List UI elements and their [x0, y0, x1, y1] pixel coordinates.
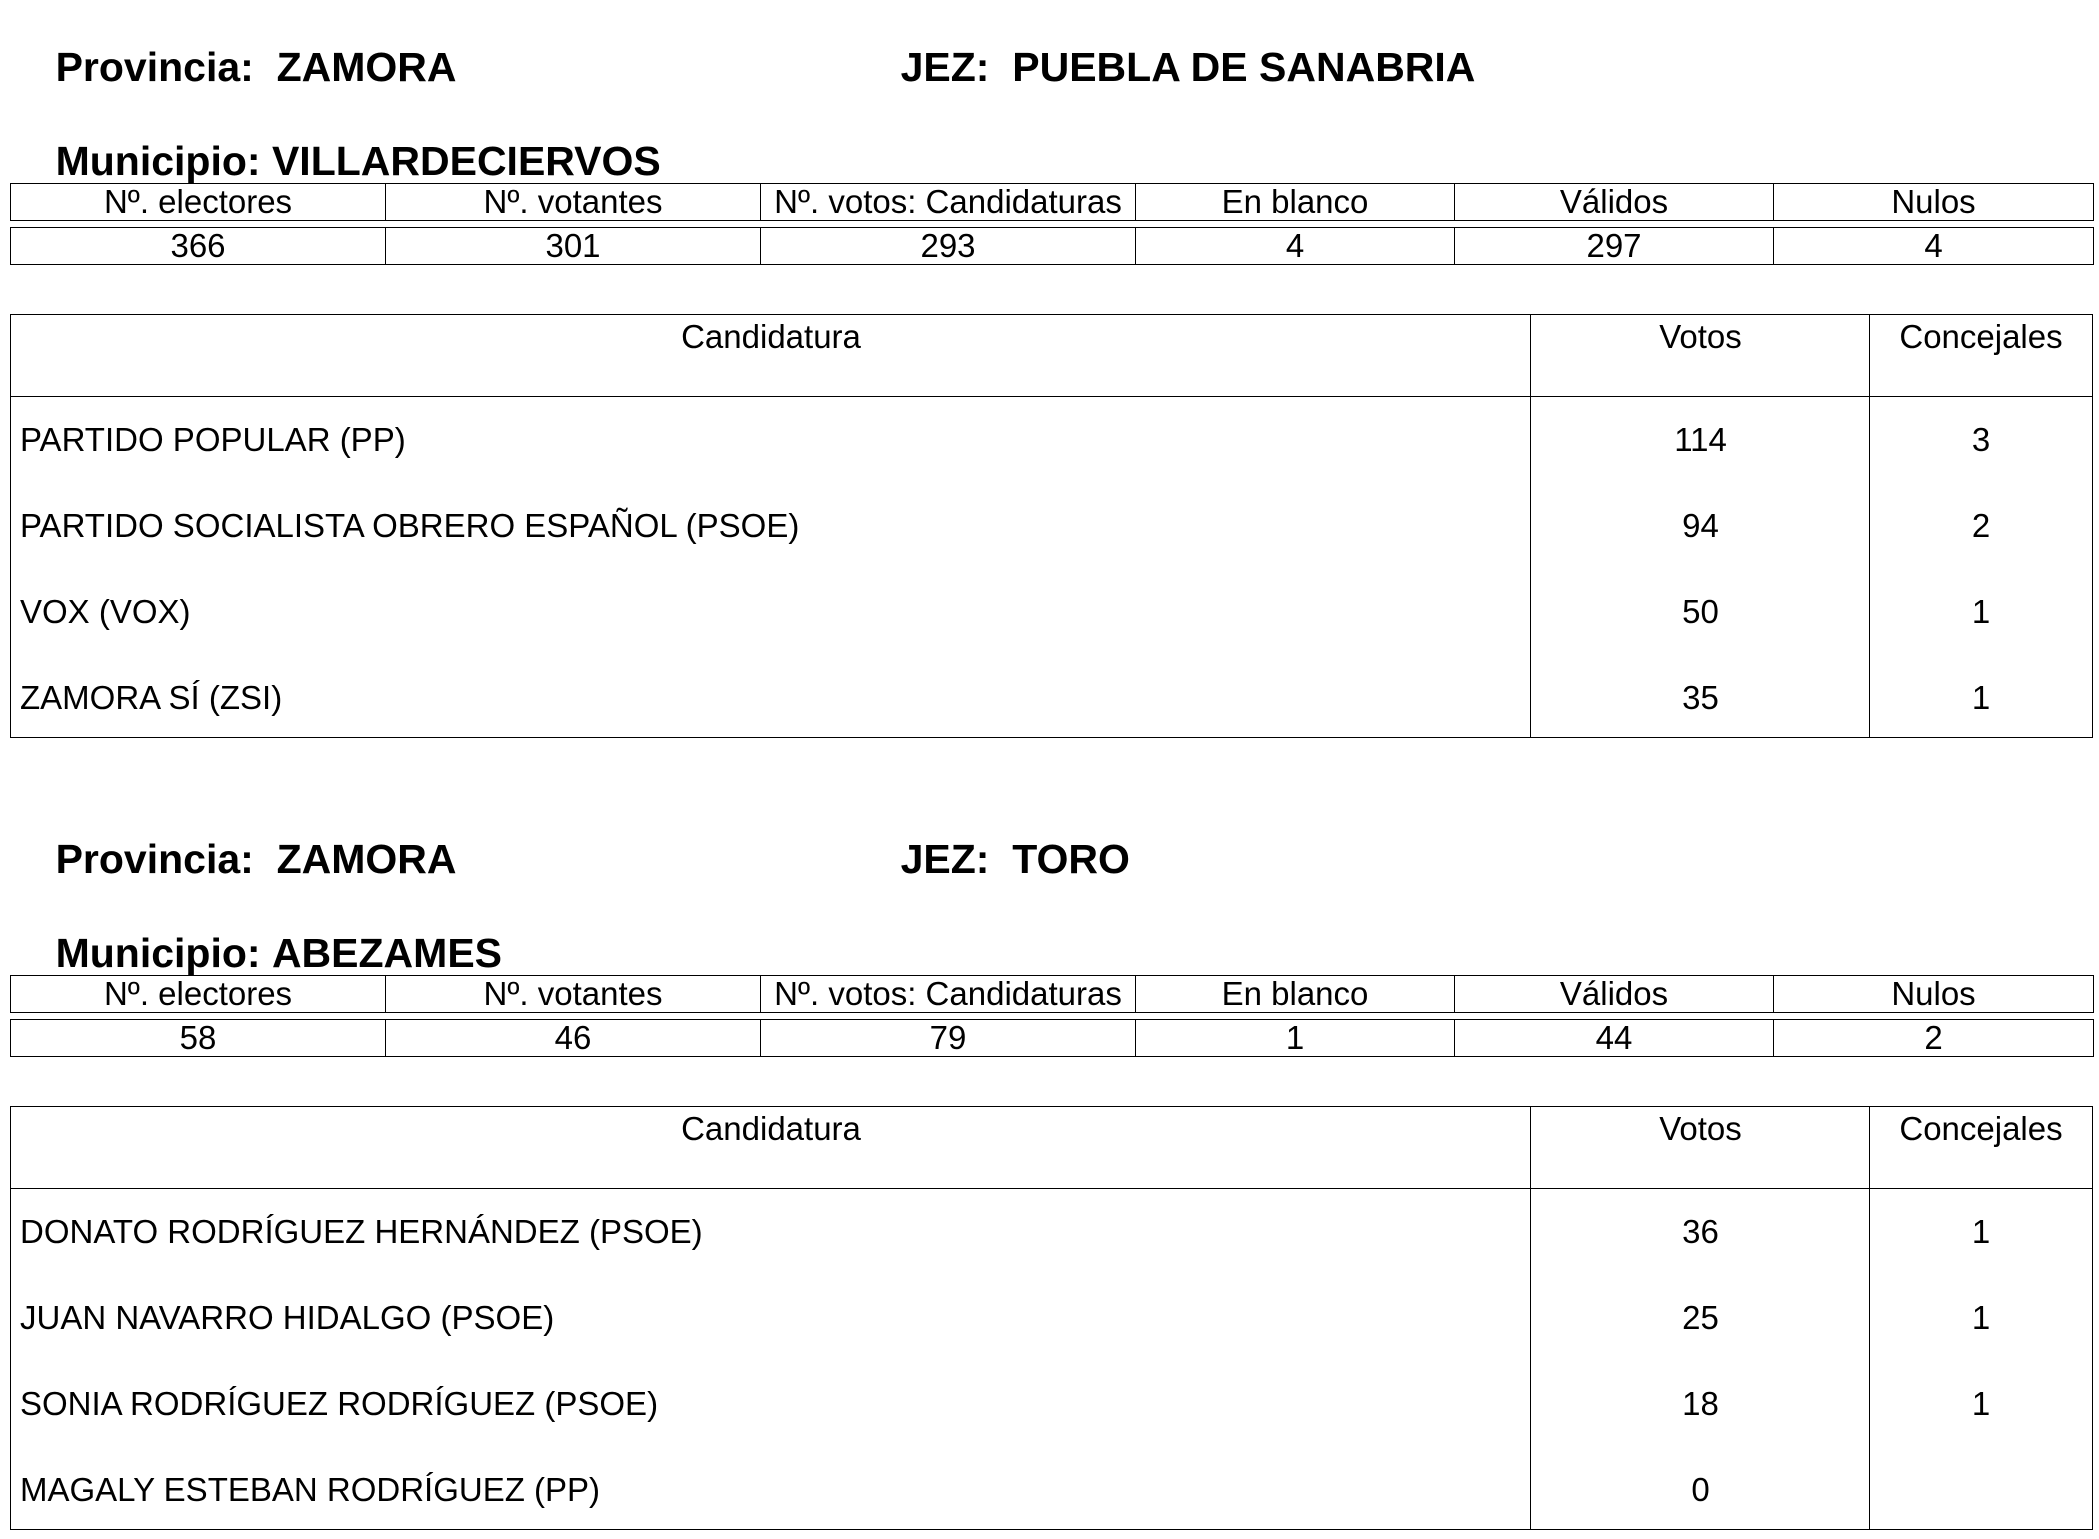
candidate-concejales: 1 [1971, 1213, 1991, 1250]
summary-header-row [11, 976, 2094, 1013]
provincia-label: Provincia: [55, 44, 254, 90]
candidate-name: MAGALY ESTEBAN RODRÍGUEZ (PP) [20, 1471, 601, 1508]
table-row [11, 1275, 2092, 1361]
summary-table [10, 183, 2094, 265]
summary-header-votantes: Nº. votantes [386, 184, 761, 221]
candidate-concejales: 1 [1971, 1299, 1991, 1336]
candidate-name: PARTIDO SOCIALISTA OBRERO ESPAÑOL (PSOE) [20, 507, 800, 544]
summary-electores: 58 [11, 1020, 386, 1057]
summary-header-electores: Nº. electores [11, 184, 386, 221]
candidate-votes: 35 [1682, 679, 1719, 716]
candidate-concejales: 1 [1971, 593, 1991, 630]
candidate-concejales: 1 [1971, 1385, 1991, 1422]
summary-header-en-blanco: En blanco [1136, 976, 1455, 1013]
table-row [11, 1189, 2092, 1275]
table-row [11, 397, 2092, 483]
table-row [11, 1361, 2092, 1447]
candidate-votes: 0 [1691, 1471, 1710, 1508]
summary-validos: 44 [1455, 1020, 1774, 1057]
jez-heading [855, 6, 1475, 129]
summary-nulos: 2 [1774, 1020, 2094, 1057]
jez-value: TORO [1012, 836, 1130, 882]
jez-label: JEZ: [900, 836, 990, 882]
summary-table [10, 975, 2094, 1057]
municipio-label: Municipio: [55, 930, 261, 976]
candidate-votes: 94 [1682, 507, 1719, 544]
table-row [11, 655, 2092, 741]
candidates-table [10, 314, 2093, 738]
summary-header-validos: Válidos [1455, 184, 1774, 221]
candidate-votes: 114 [1674, 421, 1727, 458]
jez-heading [855, 798, 1130, 921]
summary-header-validos: Válidos [1455, 976, 1774, 1013]
summary-header-row [11, 184, 2094, 221]
jez-label: JEZ: [900, 44, 990, 90]
candidate-votes: 18 [1682, 1385, 1719, 1422]
summary-electores: 366 [11, 228, 386, 265]
municipio-section [10, 0, 2093, 745]
summary-nulos: 4 [1774, 228, 2094, 265]
municipio-label: Municipio: [55, 138, 261, 184]
concejales-header: Concejales [1899, 1110, 2063, 1147]
provincia-value: ZAMORA [276, 836, 457, 882]
provincia-value: ZAMORA [276, 44, 457, 90]
summary-en-blanco: 1 [1136, 1020, 1455, 1057]
candidate-votes: 36 [1682, 1213, 1719, 1250]
candidate-name: JUAN NAVARRO HIDALGO (PSOE) [20, 1299, 555, 1336]
candidate-name: SONIA RODRÍGUEZ RODRÍGUEZ (PSOE) [20, 1385, 659, 1422]
votos-header: Votos [1659, 1110, 1742, 1147]
summary-header-nulos: Nulos [1774, 976, 2094, 1013]
summary-header-nulos: Nulos [1774, 184, 2094, 221]
candidate-concejales: 3 [1971, 421, 1991, 458]
table-row [11, 483, 2092, 569]
summary-value-row [11, 228, 2094, 265]
table-row [11, 569, 2092, 655]
candidate-votes: 25 [1682, 1299, 1719, 1336]
summary-header-en-blanco: En blanco [1136, 184, 1455, 221]
municipio-section [10, 792, 2093, 1537]
summary-votantes: 46 [386, 1020, 761, 1057]
candidate-concejales: 1 [1971, 679, 1991, 716]
jez-value: PUEBLA DE SANABRIA [1012, 44, 1476, 90]
candidate-name: DONATO RODRÍGUEZ HERNÁNDEZ (PSOE) [20, 1213, 703, 1250]
concejales-header: Concejales [1899, 318, 2063, 355]
summary-header-votantes: Nº. votantes [386, 976, 761, 1013]
candidate-votes: 50 [1682, 593, 1719, 630]
summary-votos-candidaturas: 293 [761, 228, 1136, 265]
provincia-label: Provincia: [55, 836, 254, 882]
candidatura-header: Candidatura [681, 318, 861, 355]
summary-header-votos-candidaturas: Nº. votos: Candidaturas [761, 184, 1136, 221]
candidate-name: PARTIDO POPULAR (PP) [20, 421, 406, 458]
candidatura-header: Candidatura [681, 1110, 861, 1147]
summary-validos: 297 [1455, 228, 1774, 265]
summary-header-votos-candidaturas: Nº. votos: Candidaturas [761, 976, 1136, 1013]
table-row [11, 1447, 2092, 1533]
summary-votantes: 301 [386, 228, 761, 265]
votos-header: Votos [1659, 318, 1742, 355]
municipio-value: ABEZAMES [271, 930, 503, 976]
summary-value-row [11, 1020, 2094, 1057]
candidate-concejales: 2 [1971, 507, 1991, 544]
summary-header-electores: Nº. electores [11, 976, 386, 1013]
candidate-name: ZAMORA SÍ (ZSI) [20, 679, 283, 716]
summary-votos-candidaturas: 79 [761, 1020, 1136, 1057]
candidate-name: VOX (VOX) [20, 593, 191, 630]
summary-en-blanco: 4 [1136, 228, 1455, 265]
candidates-table [10, 1106, 2093, 1530]
municipio-value: VILLARDECIERVOS [271, 138, 661, 184]
